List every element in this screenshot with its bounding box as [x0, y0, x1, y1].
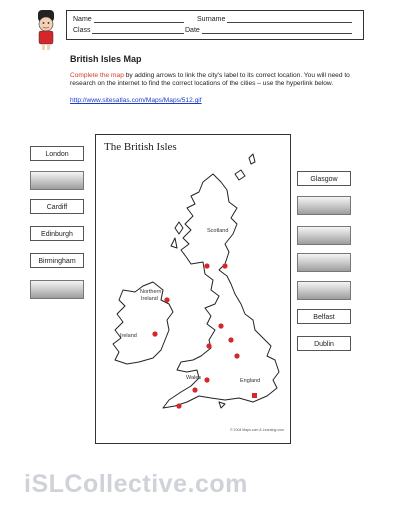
surname-label: Surname [197, 16, 226, 23]
date-label: Date [185, 27, 200, 34]
region-england: England [240, 378, 261, 384]
worksheet-title: British Isles Map [70, 54, 142, 64]
island-outline [249, 154, 255, 164]
capital-marker [252, 393, 257, 398]
map-hyperlink[interactable]: http://www.sitesatlas.com/Maps/Maps/512.gif [70, 97, 202, 104]
surname-field[interactable] [197, 15, 352, 23]
class-label: Class [73, 27, 91, 34]
region-northern-ireland-2: Ireland [141, 296, 158, 302]
city-dot [152, 331, 157, 336]
label-edinburgh[interactable]: Edinburgh [30, 226, 84, 241]
class-blank[interactable] [92, 26, 184, 34]
label-glasgow[interactable]: Glasgow [297, 171, 351, 186]
city-dot [234, 353, 239, 358]
label-blank-right-2[interactable] [297, 226, 351, 245]
watermark: iSLCollective.com [24, 470, 248, 498]
label-birmingham[interactable]: Birmingham [30, 253, 84, 268]
instructions-text: by adding arrows to link the city's label to its correct location. You will need to research on the internet to find the correct locations of the cities – use the hyperlink below. [70, 72, 350, 87]
label-blank-left-1[interactable] [30, 171, 84, 190]
city-dot [228, 337, 233, 342]
label-blank-left-2[interactable] [30, 280, 84, 299]
avatar-image [30, 8, 62, 52]
name-blank[interactable] [94, 15, 184, 23]
city-dot [164, 297, 169, 302]
name-field[interactable] [73, 15, 184, 23]
city-dot [204, 263, 209, 268]
instructions-highlight: Complete the map [70, 72, 124, 79]
label-blank-right-3[interactable] [297, 253, 351, 272]
region-ireland: Ireland [120, 333, 137, 339]
island-outline [175, 222, 183, 234]
student-info-box [66, 10, 364, 40]
great-britain-outline [163, 174, 279, 408]
island-outline [219, 402, 225, 408]
date-blank[interactable] [202, 26, 352, 34]
date-field[interactable] [185, 26, 352, 34]
city-dot [206, 343, 211, 348]
map-copyright: © 2004 Maps.com & Learning.com [230, 428, 284, 432]
city-dot [222, 263, 227, 268]
label-blank-right-1[interactable] [297, 196, 351, 215]
city-dot [218, 323, 223, 328]
city-dot [176, 403, 181, 408]
instructions [70, 72, 370, 88]
island-outline [171, 238, 177, 248]
map-title: The British Isles [104, 141, 177, 153]
name-label: Name [73, 16, 92, 23]
label-belfast[interactable]: Belfast [297, 309, 351, 324]
region-wales: Wales [186, 375, 202, 381]
surname-blank[interactable] [227, 15, 352, 23]
region-northern-ireland-1: Northern [140, 289, 162, 295]
label-cardiff[interactable]: Cardiff [30, 199, 84, 214]
british-isles-map [95, 134, 289, 442]
city-dot [192, 387, 197, 392]
label-london[interactable]: London [30, 146, 84, 161]
class-field[interactable] [73, 26, 184, 34]
region-scotland: Scotland [207, 228, 229, 234]
city-dot [204, 377, 209, 382]
island-outline [235, 170, 245, 180]
label-blank-right-4[interactable] [297, 281, 351, 300]
label-dublin[interactable]: Dublin [297, 336, 351, 351]
